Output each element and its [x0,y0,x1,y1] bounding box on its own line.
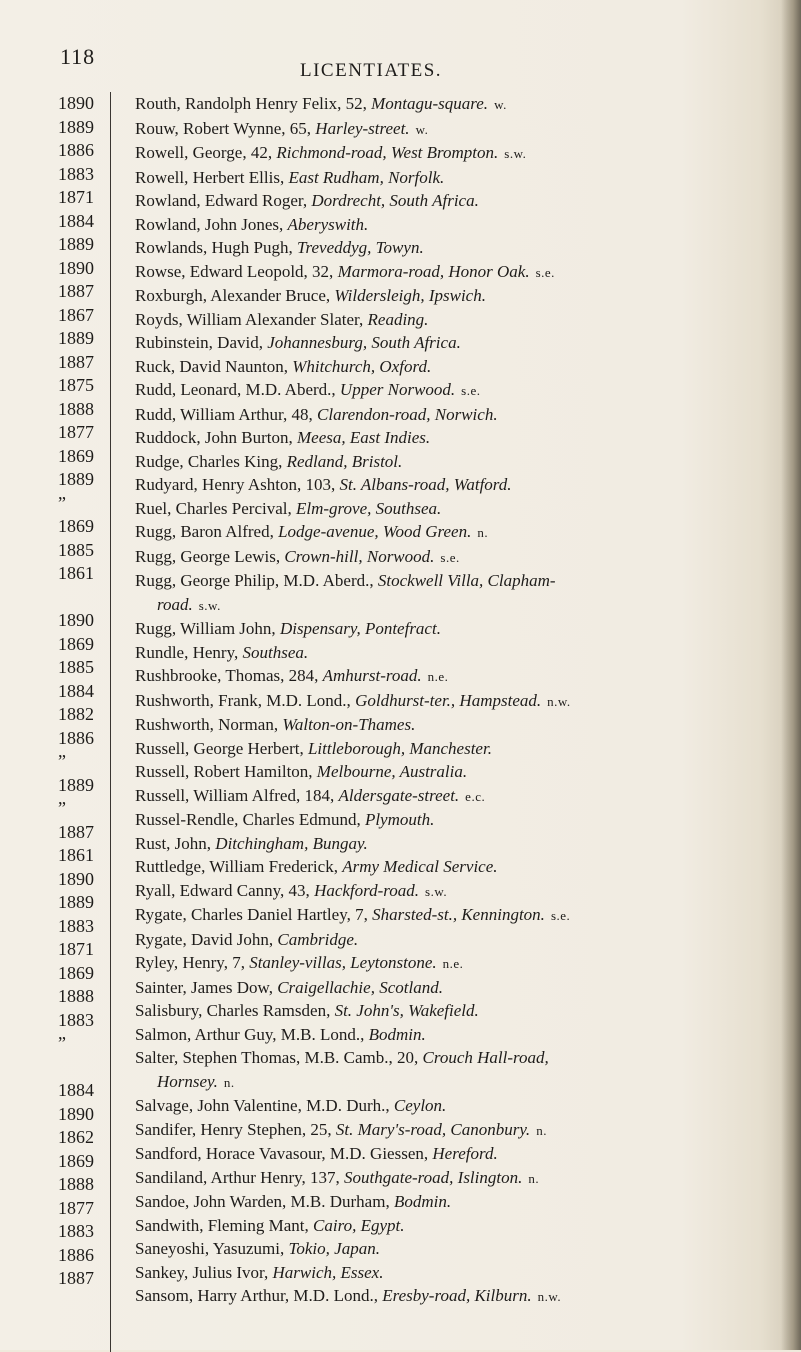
list-item [135,879,775,904]
list-item [135,1118,775,1143]
entry-district: s.e. [550,908,571,923]
entry-district: s.e. [535,264,555,280]
list-item [135,1284,775,1309]
entry-year: 1869 [58,1150,94,1171]
entry-place-continued: Hornsey. [157,1071,218,1091]
entry-year: 1871 [58,939,94,959]
entry-name: Routh, Randolph Henry Felix, 52, [135,94,372,113]
entry-place: Dordrecht, South Africa. [311,191,479,210]
list-item [135,1142,775,1166]
entry-year: 1877 [58,422,94,442]
entry-name: Salter, Stephen Thomas, M.B. Camb., 20, [135,1048,423,1067]
running-header: LICENTIATES. [300,60,443,81]
entry-name: Rowland, John Jones, [135,214,288,234]
year-spacer [58,586,110,610]
entry-district: e.c. [465,788,486,804]
entry-name: Rudge, Charles King, [135,451,287,471]
entry-district: n.e. [442,956,464,971]
entry-name: Rudd, Leonard, M.D. Aberd., [135,380,340,399]
entry-place: Elm-grove, Southsea. [296,498,442,518]
entry-name: Rowse, Edward Leopold, 32, [135,261,338,281]
entry-place-continued: road. [157,594,193,614]
list-item [135,617,775,641]
entry-year: 1890 [58,868,94,889]
list-item [135,1237,775,1261]
entry-name: Sainter, James Dow, [135,977,278,997]
entry-year: 1861 [58,563,94,583]
entry-year: 1882 [58,704,94,724]
entry-district: s.e. [440,549,460,565]
entries-list [135,92,775,1309]
list-item [135,664,775,689]
list-item [135,236,775,260]
entry-name: Sandford, Horace Vavasour, M.D. Giessen, [135,1144,433,1163]
entry-year: 1861 [58,845,94,865]
entry-name: Rygate, Charles Daniel Hartley, 7, [135,905,373,924]
list-item [135,497,775,521]
list-item [135,1190,775,1214]
entry-year: 1889 [58,469,94,489]
entry-place: Littleborough, Manchester. [307,738,492,758]
entry-year: 1885 [58,657,94,677]
year-spacer [58,1056,110,1080]
entry-year: ” [58,751,66,771]
entry-place: Walton-on-Thames. [282,715,416,734]
entry-year: 1869 [58,962,94,983]
list-item [135,331,775,355]
entry-year: 1862 [58,1127,94,1147]
entry-place: Goldhurst-ter., Hampstead. [355,690,542,710]
entry-place: Bodmin. [393,1192,452,1211]
list-item [135,473,775,497]
entry-year: 1890 [58,1103,94,1124]
entry-name: Rugg, George Philip, M.D. Aberd., [135,571,378,590]
entry-name: Rygate, David John, [135,929,278,949]
entry-name: Rowland, Edward Roger, [135,191,312,210]
entry-district: n.e. [427,669,449,684]
entry-place: Bodmin. [368,1024,426,1044]
entry-name: Sandifer, Henry Stephen, 25, [135,1119,336,1139]
entry-name: Russel-Rendle, Charles Edmund, [135,810,365,829]
entry-name: Sandoe, John Warden, M.B. Durham, [135,1192,394,1211]
entry-year: 1885 [58,539,94,560]
entry-place: Eresby-road, Kilburn. [382,1286,532,1305]
list-item [135,284,775,308]
entry-name: Rowell, Herbert Ellis, [135,167,289,187]
entry-place: Hackford-road. [314,880,420,900]
entry-district: n. [536,1122,547,1138]
entry-place: Ceylon. [393,1096,447,1115]
entry-district: n.w. [537,1289,562,1304]
list-item [135,903,775,928]
entry-year: 1890 [58,93,94,113]
list-item [135,928,775,952]
entry-year: 1887 [58,821,94,842]
entry-year: ” [58,798,66,818]
entry-name: Sansom, Harry Arthur, M.D. Lond., [135,1286,383,1305]
list-item [135,855,775,879]
entry-year: 1888 [58,398,94,419]
entry-place: Cambridge. [277,929,359,949]
entry-year: 1890 [58,610,94,630]
page-number: 118 [60,44,96,69]
entry-year: 1884 [58,210,94,231]
entry-place: Tokio, Japan. [288,1239,380,1258]
entry-name: Sandiland, Arthur Henry, 137, [135,1167,345,1187]
entry-place: Redland, Bristol. [286,451,403,471]
entry-place: Plymouth. [364,810,435,829]
list-item [135,1023,775,1047]
list-item [135,308,775,332]
entry-place: Meesa, East Indies. [296,428,431,447]
list-item [135,545,775,570]
entry-place: Amhurst-road. [322,666,422,685]
entry-district: s.w. [198,597,221,613]
entry-place: Harwich, Essex. [272,1262,384,1282]
entry-name: Rudd, William Arthur, 48, [135,404,318,424]
entry-place: Whitchurch, Oxford. [292,356,432,376]
list-item [135,641,775,665]
entry-place: Ditchingham, Bungay. [215,833,368,853]
entry-name: Rundle, Henry, [135,642,243,662]
entry-name: Ruttledge, William Frederick, [135,857,343,876]
entry-name: Rudyard, Henry Ashton, 103, [135,475,340,494]
list-item [135,784,775,809]
list-item [135,355,775,379]
entry-year: ” [58,1033,66,1053]
entry-name: Rust, John, [135,833,216,853]
entry-place: Lodge-avenue, Wood Green. [278,522,472,541]
list-item [135,426,775,450]
entry-district: w. [494,97,507,112]
entry-year: ” [58,492,66,513]
list-item [135,166,775,190]
entry-place: Marmora-road, Honor Oak. [337,261,530,281]
entry-district: s.w. [425,883,448,899]
list-item [135,951,775,976]
entry-place: Craigellachie, Scotland. [277,977,443,997]
list-item [135,378,775,403]
list-item [135,1214,775,1238]
entry-year: 1869 [58,633,94,654]
list-item [135,760,775,784]
list-item [135,260,775,285]
entry-year: 1869 [58,445,94,466]
entry-place: Cairo, Egypt. [313,1215,405,1235]
entry-district: s.w. [504,146,527,161]
list-item [135,1046,775,1094]
entry-year: 1871 [58,187,94,207]
entry-year: 1883 [58,915,94,936]
list-item [135,976,775,1000]
list-item [135,141,775,166]
entry-name: Russell, George Herbert, [135,738,308,758]
list-item [135,999,775,1023]
entry-place: Stanley-villas, Leytonstone. [249,953,437,972]
entry-place: Army Medical Service. [342,857,498,876]
year-column [58,92,111,1352]
entry-year: 1886 [58,727,94,748]
entry-name: Sandwith, Fleming Mant, [135,1215,314,1235]
entry-district: w. [415,121,429,137]
entry-year: 1884 [58,680,94,701]
entry-name: Roxburgh, Alexander Bruce, [135,286,335,305]
entry-name: Ryall, Edward Canny, 43, [135,880,315,900]
entry-year: 1883 [58,163,94,184]
entry-place: Melbourne, Australia. [316,762,468,781]
entry-place: Crouch Hall-road, [422,1048,549,1067]
entry-year: 1887 [58,1268,94,1288]
entry-district: n. [528,1170,540,1186]
entry-name: Ryley, Henry, 7, [135,953,250,972]
entry-place: Montagu-square. [371,94,489,113]
entry-place: Sharsted-st., Kennington. [372,905,545,924]
entry-name: Rushworth, Norman, [135,715,283,734]
entry-name: Salmon, Arthur Guy, M.B. Lond., [135,1024,369,1044]
entry-year: 1889 [58,774,94,795]
entry-year: 1889 [58,234,94,254]
entry-name: Russell, Robert Hamilton, [135,762,317,781]
entry-place: St. Albans-road, Watford. [339,475,512,494]
entry-name: Ruddock, John Burton, [135,428,297,447]
entry-place: St. Mary's-road, Canonbury. [335,1119,531,1139]
list-item [135,713,775,737]
list-item [135,520,775,545]
entry-place: Clarendon-road, Norwich. [317,404,498,424]
entry-name: Rubinstein, David, [135,333,268,352]
entry-name: Rugg, George Lewis, [135,546,285,566]
entry-name: Saneyoshi, Yasuzumi, [135,1239,289,1258]
page-edge-shadow [781,0,801,1350]
entry-year: 1887 [58,281,94,301]
entry-year: 1887 [58,351,94,372]
entry-name: Rushworth, Frank, M.D. Lond., [135,690,356,710]
entry-name: Russell, William Alfred, 184, [135,785,339,805]
list-item [135,737,775,761]
entry-year: 1875 [58,375,94,395]
entry-continuation [135,593,775,618]
entry-district: n. [223,1074,235,1090]
entry-name: Rugg, William John, [135,619,280,638]
entry-place: Dispensary, Pontefract. [279,619,441,638]
entry-place: Aberyswith. [287,214,369,234]
entry-district: s.e. [461,383,481,398]
entry-year: 1888 [58,1174,94,1194]
entry-place: Treveddyg, Towyn. [296,238,424,257]
entry-year: 1883 [58,1221,94,1241]
entry-name: Sankey, Julius Ivor, [135,1262,273,1282]
entry-year: 1867 [58,304,94,325]
list-item [135,1261,775,1285]
entry-name: Salvage, John Valentine, M.D. Durh., [135,1096,394,1115]
entry-year: 1889 [58,116,94,137]
entry-name: Royds, William Alexander Slater, [135,309,368,329]
list-item [135,689,775,714]
entry-place: Johannesburg, South Africa. [267,333,461,352]
list-item [135,832,775,856]
list-item [135,189,775,213]
list-item [135,450,775,474]
list-item [135,403,775,427]
entry-year: 1888 [58,986,94,1006]
entry-name: Salisbury, Charles Ramsden, [135,1001,335,1020]
entry-place: Reading. [367,309,429,329]
entry-name: Rushbrooke, Thomas, 284, [135,666,323,685]
list-item [135,1094,775,1118]
entry-year: 1869 [58,516,94,536]
entry-place: Aldersgate-street. [338,785,460,805]
entry-year: 1886 [58,1244,94,1265]
entry-name: Rowell, George, 42, [135,143,277,162]
entry-name: Rouw, Robert Wynne, 65, [135,118,316,138]
list-item [135,1166,775,1191]
entry-place: St. John's, Wakefield. [334,1001,479,1020]
entry-place: Stockwell Villa, Clapham- [377,571,556,590]
entry-continuation [135,1070,775,1095]
entry-year: 1889 [58,328,94,348]
entry-name: Ruel, Charles Percival, [135,498,296,518]
entry-district: n. [477,525,489,540]
entry-year: 1883 [58,1009,94,1030]
list-item [135,92,775,117]
entry-year: 1877 [58,1197,94,1218]
list-item [135,117,775,142]
entry-place: Upper Norwood. [339,380,456,399]
entry-place: Southgate-road, Islington. [344,1167,523,1187]
list-item [135,569,775,617]
entry-place: Southsea. [242,642,309,662]
entry-place: Crown-hill, Norwood. [284,546,435,566]
list-item [135,808,775,832]
entry-year: 1886 [58,140,94,160]
entry-name: Ruck, David Naunton, [135,356,293,376]
entry-place: Richmond-road, West Brompton. [276,143,499,162]
entry-year: 1884 [58,1080,94,1100]
entry-name: Rugg, Baron Alfred, [135,522,279,541]
list-item [135,213,775,237]
entry-place: Hereford. [432,1144,498,1163]
entry-place: Wildersleigh, Ipswich. [334,286,486,305]
entry-place: Harley-street. [315,118,410,138]
entry-place: East Rudham, Norfolk. [288,167,445,187]
entry-district: n.w. [547,693,571,709]
entry-name: Rowlands, Hugh Pugh, [135,238,297,257]
entry-year: 1890 [58,257,94,278]
entry-year: 1889 [58,892,94,912]
